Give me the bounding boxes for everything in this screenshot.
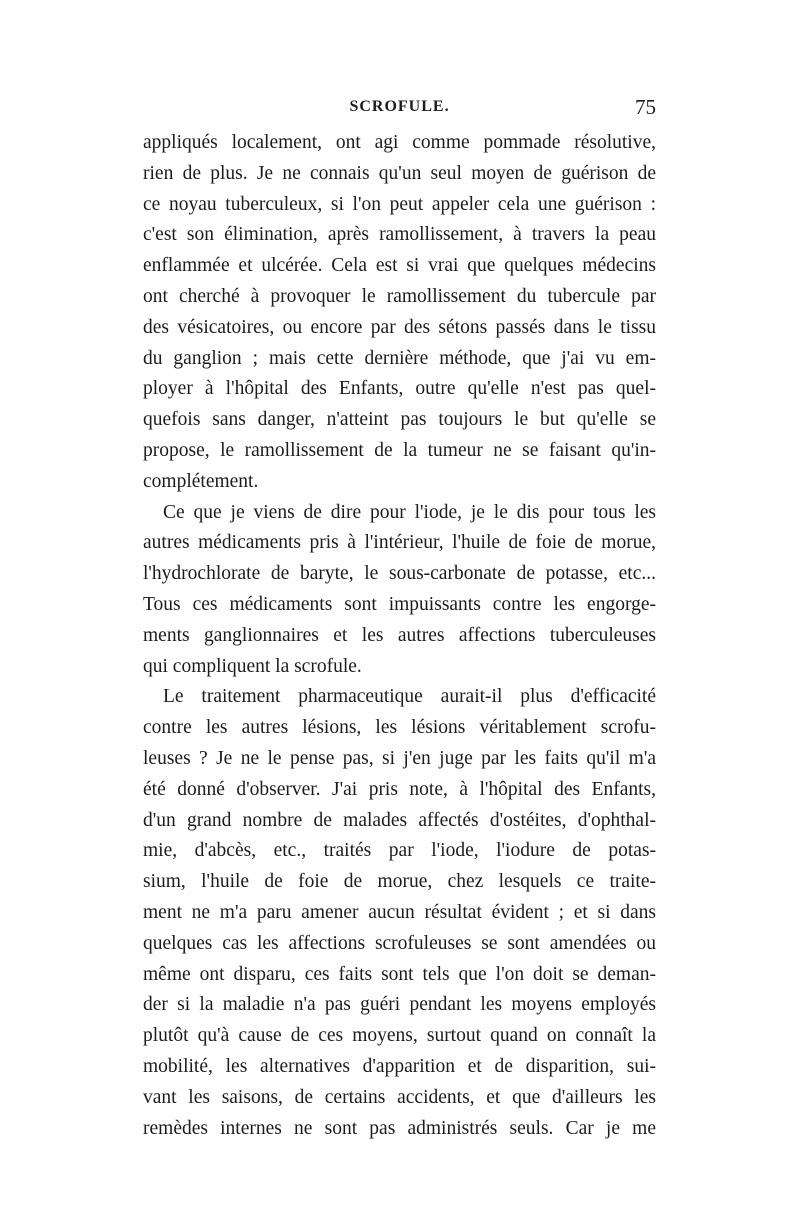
text-line: propose, le ramollissement de la tumeur ne se faisant qu'in- <box>143 439 656 461</box>
text-line: leuses ? Je ne le pense pas, si j'en juge par les faits qu'il m'a <box>143 747 656 769</box>
text-line: ont cherché à provoquer le ramollissement du tubercule par <box>143 285 656 307</box>
text-line: c'est son élimination, après ramollissement, à travers la peau <box>143 224 656 246</box>
text-line: Ce que je viens de dire pour l'iode, je le dis pour tous les <box>163 501 656 523</box>
running-head <box>143 95 656 124</box>
text-line: rien de plus. Je ne connais qu'un seul moyen de guérison de <box>143 162 656 184</box>
text-line: même ont disparu, ces faits sont tels que l'on doit se deman- <box>143 963 656 985</box>
text-line: quefois sans danger, n'atteint pas toujours le but qu'elle se <box>143 409 656 431</box>
text-line: der si la maladie n'a pas guéri pendant les moyens employés <box>143 994 656 1016</box>
text-line: qui compliquent la scrofule. <box>143 655 362 677</box>
text-line: mobilité, les alternatives d'apparition et de disparition, sui- <box>143 1055 656 1077</box>
text-line: l'hydrochlorate de baryte, le sous-carbonate de potasse, etc... <box>143 563 656 585</box>
text-line: plutôt qu'à cause de ces moyens, surtout quand on connaît la <box>143 1025 656 1047</box>
text-line: des vésicatoires, ou encore par des sétons passés dans le tissu <box>143 316 656 338</box>
text-line: remèdes internes ne sont pas administrés seuls. Car je me <box>143 1117 656 1139</box>
text-line: complétement. <box>143 470 259 492</box>
text-line: ments ganglionnaires et les autres affections tuberculeuses <box>143 624 656 646</box>
text-line: quelques cas les affections scrofuleuses se sont amendées ou <box>143 932 656 954</box>
text-line: ment ne m'a paru amener aucun résultat évident ; et si dans <box>143 901 656 923</box>
text-line: Le traitement pharmaceutique aurait-il plus d'efficacité <box>163 686 656 708</box>
text-line: autres médicaments pris à l'intérieur, l'huile de foie de morue, <box>143 532 656 554</box>
text-line: appliqués localement, ont agi comme pommade résolutive, <box>143 132 656 153</box>
text-line: du ganglion ; mais cette dernière méthode, que j'ai vu em- <box>143 347 656 369</box>
text-line: mie, d'abcès, etc., traités par l'iode, l'iodure de potas- <box>143 840 656 862</box>
text-line: ce noyau tuberculeux, si l'on peut appeler cela une guérison : <box>143 193 656 215</box>
text-line: vant les saisons, de certains accidents, et que d'ailleurs les <box>143 1086 656 1108</box>
text-line: été donné d'observer. J'ai pris note, à l'hôpital des Enfants, <box>143 778 656 800</box>
running-title: SCROFULE. <box>349 98 450 115</box>
text-line: enflammée et ulcérée. Cela est si vrai que quelques médecins <box>143 255 656 277</box>
text-line: contre les autres lésions, les lésions véritablement scrofu- <box>143 717 656 739</box>
text-line: Tous ces médicaments sont impuissants contre les engorge- <box>143 593 656 615</box>
text-line: d'un grand nombre de malades affectés d'ostéites, d'ophthal- <box>143 809 656 831</box>
text-line: sium, l'huile de foie de morue, chez lesquels ce traite- <box>143 871 656 893</box>
page-number: 75 <box>635 95 656 119</box>
body-text <box>143 128 656 1144</box>
text-line: ployer à l'hôpital des Enfants, outre qu'elle n'est pas quel- <box>143 378 656 400</box>
